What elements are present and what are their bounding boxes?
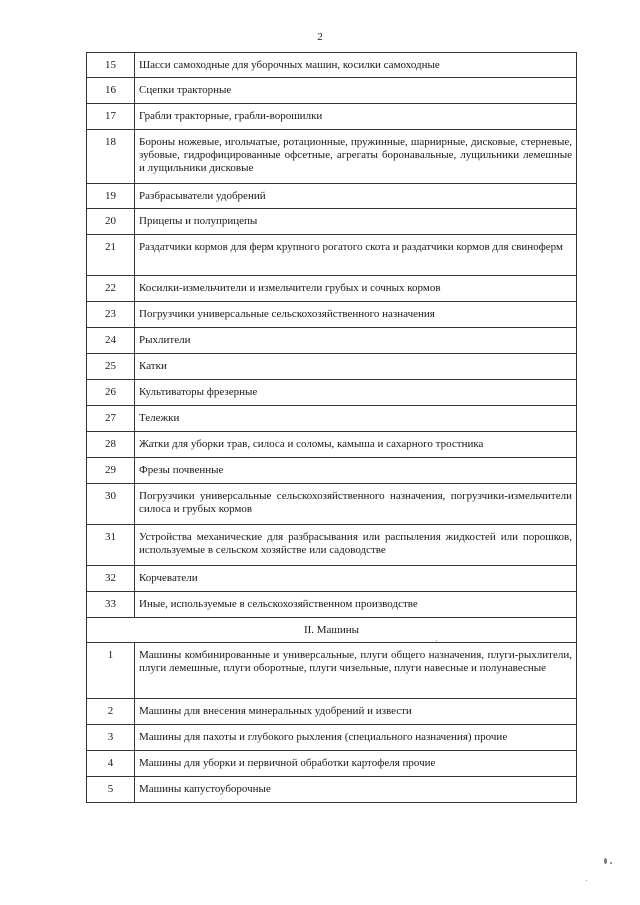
row-description: Погрузчики универсальные сельскохозяйственного назначения, погрузчики-измельчители силоса и грубых кормов — [135, 484, 577, 525]
row-description: Тележки — [135, 406, 577, 432]
row-description: Машины для уборки и первичной обработки картофеля прочие — [135, 751, 577, 777]
row-number: 15 — [87, 53, 135, 78]
table-row — [87, 53, 577, 78]
row-number: 20 — [87, 209, 135, 235]
table-row — [87, 328, 577, 354]
table-row — [87, 432, 577, 458]
table-part-1 — [87, 53, 577, 618]
row-number: 21 — [87, 235, 135, 276]
row-description: Устройства механические для разбрасывания или распыления жидкостей или порошков, используемые в сельском хозяйстве или садоводстве — [135, 525, 577, 566]
table-row — [87, 725, 577, 751]
row-number: 19 — [87, 184, 135, 209]
row-number: 30 — [87, 484, 135, 525]
scan-speck — [604, 858, 607, 864]
row-description: Разбрасыватели удобрений — [135, 184, 577, 209]
row-number: 24 — [87, 328, 135, 354]
row-description: Сцепки тракторные — [135, 78, 577, 104]
section-row — [87, 618, 577, 643]
row-number: 29 — [87, 458, 135, 484]
table-row — [87, 209, 577, 235]
row-number: 1 — [87, 643, 135, 699]
row-description: Катки — [135, 354, 577, 380]
row-description: Корчеватели — [135, 566, 577, 592]
table-row — [87, 276, 577, 302]
table-row — [87, 751, 577, 777]
row-description: Машины комбинированные и универсальные, плуги общего назначения, плуги-рыхлители, плуги лемешные, плуги оборотные, плуги чизельные, плуги навесные и полунавесные — [135, 643, 577, 699]
row-description: Фрезы почвенные — [135, 458, 577, 484]
row-number: 2 — [87, 699, 135, 725]
row-number: 3 — [87, 725, 135, 751]
table-row — [87, 699, 577, 725]
table-row — [87, 78, 577, 104]
table-row — [87, 525, 577, 566]
table-row — [87, 592, 577, 618]
table-row — [87, 380, 577, 406]
row-number: 33 — [87, 592, 135, 618]
row-number: 27 — [87, 406, 135, 432]
scan-speck — [610, 862, 612, 864]
section-header-row — [87, 618, 577, 643]
table-row — [87, 302, 577, 328]
table-row — [87, 130, 577, 184]
row-number: 22 — [87, 276, 135, 302]
table-row — [87, 566, 577, 592]
table-row — [87, 354, 577, 380]
row-number: 23 — [87, 302, 135, 328]
table-part-2 — [87, 643, 577, 803]
row-number: 18 — [87, 130, 135, 184]
row-number: 26 — [87, 380, 135, 406]
row-number: 32 — [87, 566, 135, 592]
table-row — [87, 104, 577, 130]
row-description: Раздатчики кормов для ферм крупного рогатого скота и раздатчики кормов для свиноферм — [135, 235, 577, 276]
table-row — [87, 458, 577, 484]
row-number: 17 — [87, 104, 135, 130]
row-description: Машины для пахоты и глубокого рыхления (специального назначения) прочие — [135, 725, 577, 751]
row-description: Машины для внесения минеральных удобрений и извести — [135, 699, 577, 725]
row-number: 25 — [87, 354, 135, 380]
scan-speck — [436, 640, 437, 641]
section-title: II. Машины — [87, 618, 577, 643]
row-description: Иные, используемые в сельскохозяйственном производстве — [135, 592, 577, 618]
table-row — [87, 484, 577, 525]
row-description: Рыхлители — [135, 328, 577, 354]
row-number: 16 — [87, 78, 135, 104]
scan-speck — [586, 880, 587, 881]
row-description: Грабли тракторные, грабли-ворошилки — [135, 104, 577, 130]
table-row — [87, 643, 577, 699]
row-description: Погрузчики универсальные сельскохозяйственного назначения — [135, 302, 577, 328]
row-description: Косилки-измельчители и измельчители грубых и сочных кормов — [135, 276, 577, 302]
row-description: Прицепы и полуприцепы — [135, 209, 577, 235]
page-number: 2 — [317, 31, 323, 43]
table-row — [87, 406, 577, 432]
row-description: Шасси самоходные для уборочных машин, косилки самоходные — [135, 53, 577, 78]
table-row — [87, 235, 577, 276]
row-number: 28 — [87, 432, 135, 458]
row-number: 5 — [87, 777, 135, 803]
row-description: Бороны ножевые, игольчатые, ротационные, пружинные, шарнирные, дисковые, стерневые, зубовые, гидрофицированные офсетные, агрегаты боронавальные, лущильники лемешные и лущильники дисковые — [135, 130, 577, 184]
row-number: 4 — [87, 751, 135, 777]
equipment-table — [86, 52, 577, 803]
row-description: Жатки для уборки трав, силоса и соломы, камыша и сахарного тростника — [135, 432, 577, 458]
row-number: 31 — [87, 525, 135, 566]
row-description: Культиваторы фрезерные — [135, 380, 577, 406]
table-row — [87, 184, 577, 209]
table-row — [87, 777, 577, 803]
row-description: Машины капустоуборочные — [135, 777, 577, 803]
